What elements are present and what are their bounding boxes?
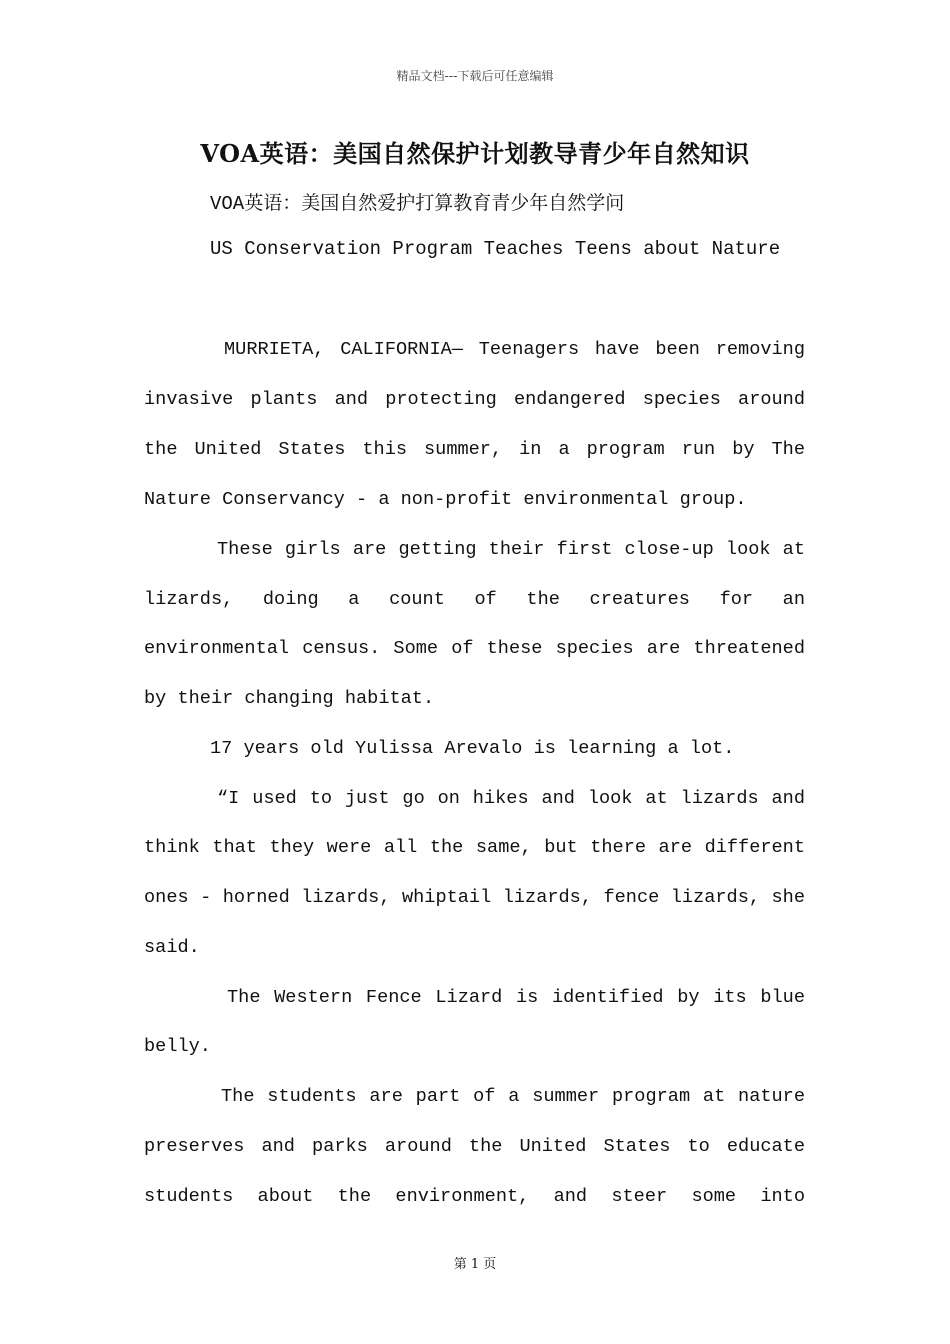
page-header: 精品文档---下载后可任意编辑 [396,69,554,83]
text-line: students about the environment, and steer some into [144,1186,805,1207]
document-title: VOA英语：美国自然保护计划教导青少年自然知识 [200,139,750,168]
text-line: The students are part of a summer program at nature [221,1086,805,1107]
text-line: ones - horned lizards, whiptail lizards, fence lizards, she [144,887,805,908]
text-line: preserves and parks around the United States to educate [144,1136,805,1157]
text-line: belly. [144,1036,211,1057]
text-line: said. [144,937,200,958]
text-line: the United States this summer, in a program run by The [144,439,805,460]
text-line: “I used to just go on hikes and look at lizards and [217,788,805,809]
text-line: The Western Fence Lizard is identified by its blue [227,987,805,1008]
text-line: MURRIETA, CALIFORNIA— Teenagers have been removing [224,339,805,360]
text-line: invasive plants and protecting endangered species around [144,389,805,410]
text-line: think that they were all the same, but there are different [144,837,805,858]
text-line: Nature Conservancy - a non-profit environmental group. [144,489,747,510]
text-line: These girls are getting their first close-up look at [217,539,805,560]
subtitle-chinese: VOA英语：美国自然爱护打算教育青少年自然学问 [210,193,625,215]
text-line: lizards, doing a count of the creatures for an [144,589,805,610]
subtitle-english: US Conservation Program Teaches Teens about Nature [210,238,781,260]
page-number: 第 1 页 [453,1257,497,1272]
text-line: by their changing habitat. [144,688,435,709]
text-line: environmental census. Some of these species are threatened [144,638,805,659]
text-line: 17 years old Yulissa Arevalo is learning a lot. [210,738,735,759]
